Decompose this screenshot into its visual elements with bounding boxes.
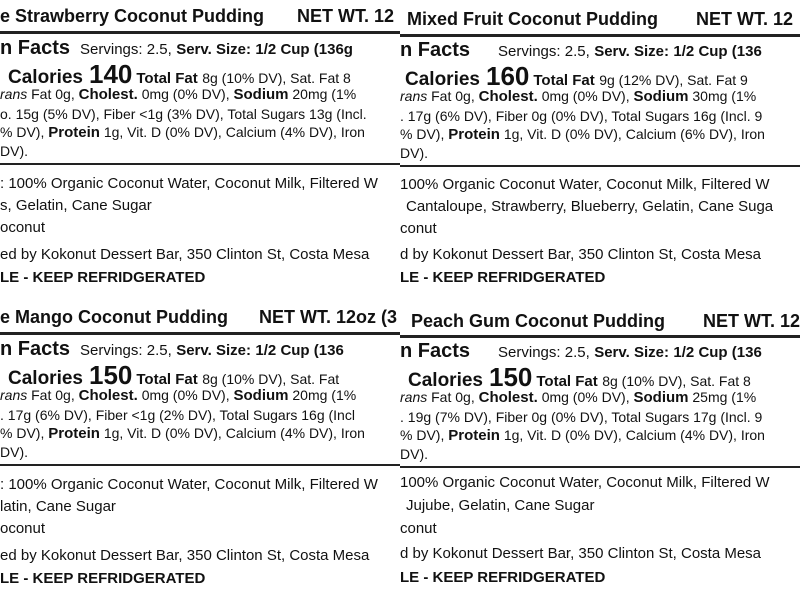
calories-label: Calories [405,69,480,90]
net-weight: NET WT. 12 [696,9,794,29]
carbohydrate-line: o. 15g (5% DV), Fiber <1g (3% DV), Total Sugars 13g (Incl. [0,106,367,122]
nutrition-facts-header [0,37,353,60]
total-fat-label: Total Fat [136,70,198,87]
trans-fat-value: Fat 0g, [431,389,475,405]
protein-value: 1g, Vit. D (0% DV), Calcium (6% DV), Iron [503,126,765,142]
dv-end: DV). [0,444,28,460]
trans-fat-line [0,387,356,404]
dv-prefix: % DV), [0,425,45,441]
cholesterol-value: 0mg (0% DV), [541,389,630,405]
net-weight: NET WT. 12 [297,6,395,26]
cholesterol-value: 0mg (0% DV), [141,387,230,403]
sodium-value: 20mg (1% [292,387,357,403]
protein-value: 1g, Vit. D (0% DV), Calcium (4% DV), Iron [503,427,765,443]
dv-end: DV). [400,145,428,161]
top-divider [400,335,800,338]
nutrition-facts-heading: n Facts [400,39,471,61]
servings: Servings: 2.5, [498,344,590,361]
total-fat-label: Total Fat [536,373,598,390]
nutrition-facts-heading: n Facts [0,338,71,360]
bottom-divider [400,466,800,468]
calories-label: Calories [8,67,83,88]
trans-fat-value: Fat 0g, [31,387,75,403]
label-panel-mixed-fruit [400,0,800,300]
bottom-divider [0,464,400,466]
serving-size-label: Serv. Size: [176,41,251,58]
distributed-by: d by Kokonut Dessert Bar, 350 Clinton St, Costa Mesa [400,246,762,263]
calories-label: Calories [408,370,483,391]
nutrition-facts-header [400,340,762,363]
cholesterol-value: 0mg (0% DV), [541,88,630,104]
servings: Servings: 2.5, [498,43,590,60]
protein-label: Protein [448,427,500,444]
total-fat-value: 8g (10% DV), Sat. Fat 8 [202,70,351,86]
dv-prefix: % DV), [400,126,445,142]
ingredients-line-2: Cantaloupe, Strawberry, Blueberry, Gelatin, Cane Suga [406,198,774,215]
serving-size-label: Serv. Size: [176,342,251,359]
serving-size-label: Serv. Size: [594,43,669,60]
top-divider [0,31,400,34]
trans-label: rans [0,86,28,102]
dv-prefix: % DV), [0,124,45,140]
total-fat-label: Total Fat [136,371,198,388]
dv-end: DV). [0,143,28,159]
carbohydrate-line: . 17g (6% DV), Fiber <1g (2% DV), Total Sugars 16g (Incl [0,407,355,423]
nutrition-facts-header [0,338,344,361]
protein-label: Protein [48,124,100,141]
sodium-label: Sodium [233,387,289,404]
top-divider [400,34,800,37]
total-fat-value: 8g (10% DV), Sat. Fat [202,371,340,387]
distributed-by: d by Kokonut Dessert Bar, 350 Clinton St, Costa Mesa [400,545,762,562]
nutrition-facts-heading: n Facts [0,37,71,59]
sodium-value: 30mg (1% [692,88,757,104]
contains-line: oconut [0,520,46,537]
cholesterol-value: 0mg (0% DV), [141,86,230,102]
ingredients-line-2: Jujube, Gelatin, Cane Sugar [406,497,595,514]
cholesterol-label: Cholest. [478,88,538,105]
distributed-by: ed by Kokonut Dessert Bar, 350 Clinton St, Costa Mesa [0,547,370,564]
serving-size-value: 1/2 Cup (136g [255,41,353,58]
trans-fat-line [400,88,756,105]
protein-line [400,427,765,444]
trans-fat-line [400,389,756,406]
protein-line [0,425,365,442]
serving-size-value: 1/2 Cup (136 [673,43,762,60]
total-fat-value: 9g (12% DV), Sat. Fat 9 [599,72,748,88]
ingredients-line-1: 100% Organic Coconut Water, Coconut Milk, Filtered W [400,474,770,491]
bottom-divider [400,165,800,167]
contains-line: oconut [0,219,46,236]
label-panel-mango [0,300,400,600]
product-title: e Mango Coconut Pudding [0,307,228,327]
product-title: e Strawberry Coconut Pudding [0,6,265,26]
keep-refrigerated: LE - KEEP REFRIDGERATED [400,269,606,286]
top-divider [0,332,400,335]
servings: Servings: 2.5, [80,342,172,359]
ingredients-line-1: : 100% Organic Coconut Water, Coconut Milk, Filtered W [0,175,378,192]
protein-line [0,124,365,141]
trans-fat-value: Fat 0g, [431,88,475,104]
net-weight: NET WT. 12oz (3 [259,307,398,327]
sodium-label: Sodium [633,88,689,105]
serving-size-label: Serv. Size: [594,344,669,361]
sodium-value: 20mg (1% [292,86,357,102]
carbohydrate-line: . 17g (6% DV), Fiber 0g (0% DV), Total Sugars 16g (Incl. 9 [400,108,763,124]
calories-value: 150 [88,360,133,390]
carbohydrate-line: . 19g (7% DV), Fiber 0g (0% DV), Total Sugars 17g (Incl. 9 [400,409,763,425]
total-fat-value: 8g (10% DV), Sat. Fat 8 [602,373,751,389]
ingredients-line-2: s, Gelatin, Cane Sugar [0,197,152,214]
ingredients-line-1: : 100% Organic Coconut Water, Coconut Milk, Filtered W [0,476,378,493]
label-panel-strawberry [0,0,400,300]
serving-size-value: 1/2 Cup (136 [673,344,762,361]
nutrition-facts-header [400,39,762,62]
label-panel-peach-gum [400,300,800,600]
calories-value: 140 [88,59,133,89]
protein-value: 1g, Vit. D (0% DV), Calcium (4% DV), Iron [103,425,365,441]
bottom-divider [0,163,400,165]
keep-refrigerated: LE - KEEP REFRIDGERATED [400,569,606,586]
trans-fat-line [0,86,356,103]
trans-label: rans [0,387,28,403]
protein-label: Protein [48,425,100,442]
sodium-label: Sodium [633,389,689,406]
sodium-label: Sodium [233,86,289,103]
dv-end: DV). [400,446,428,462]
serving-size-value: 1/2 Cup (136 [255,342,344,359]
ingredients-line-1: 100% Organic Coconut Water, Coconut Milk, Filtered W [400,176,770,193]
trans-fat-value: Fat 0g, [31,86,75,102]
servings: Servings: 2.5, [80,41,172,58]
calories-label: Calories [8,368,83,389]
product-title: Mixed Fruit Coconut Pudding [407,9,658,29]
nutrition-facts-heading: n Facts [400,340,471,362]
contains-line: conut [400,520,437,537]
protein-line [400,126,765,143]
net-weight: NET WT. 12 [703,311,800,331]
cholesterol-label: Cholest. [478,389,538,406]
trans-label: rans [400,88,428,104]
sodium-value: 25mg (1% [692,389,757,405]
calories-value: 160 [485,61,530,91]
product-title: Peach Gum Coconut Pudding [411,311,666,331]
protein-value: 1g, Vit. D (0% DV), Calcium (4% DV), Iron [103,124,365,140]
calories-value: 150 [488,362,533,392]
keep-refrigerated: LE - KEEP REFRIDGERATED [0,570,206,587]
cholesterol-label: Cholest. [78,86,138,103]
ingredients-line-2: latin, Cane Sugar [0,498,116,515]
distributed-by: ed by Kokonut Dessert Bar, 350 Clinton St, Costa Mesa [0,246,370,263]
cholesterol-label: Cholest. [78,387,138,404]
contains-line: conut [400,220,437,237]
keep-refrigerated: LE - KEEP REFRIDGERATED [0,269,206,286]
total-fat-label: Total Fat [533,72,595,89]
dv-prefix: % DV), [400,427,445,443]
trans-label: rans [400,389,428,405]
protein-label: Protein [448,126,500,143]
